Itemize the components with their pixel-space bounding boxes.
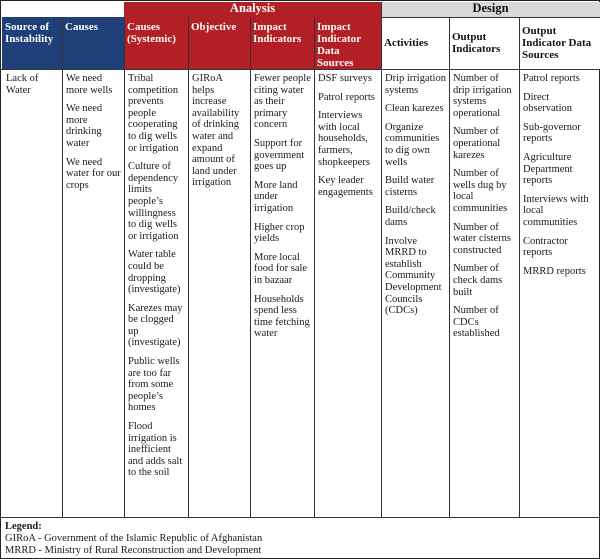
col-header-output-sources: Output Indicator Data Sources (519, 17, 600, 69)
cell-objective (189, 71, 250, 198)
cell-activities (382, 71, 449, 326)
cell-entry: Water table could be dropping (investigate) (128, 249, 181, 296)
cell-entry: Interviews with local communities (523, 193, 589, 228)
cell-entry: Number of water cisterns constructed (453, 221, 512, 256)
cell-entry: Lack of Water (6, 73, 39, 96)
cell-entry: Build/check dams (385, 205, 436, 228)
cell-entry: Key leader engagements (318, 175, 373, 198)
cell-entry: Agriculture Department reports (523, 151, 573, 187)
cell-entry: Clean karezes (385, 103, 444, 115)
cell-entry: Public wells are too far from some people’s homes (128, 356, 180, 414)
cell-entry: Culture of dependency limits people’s willingness to dig wells or irrigation (128, 161, 179, 242)
col-header-output-indicators: Output Indicators (449, 17, 519, 69)
cell-entry: Patrol reports (523, 73, 580, 84)
cell-entry: GIRoA helps increase availability of drinking water and expand amount of land under irrigation (192, 73, 240, 189)
cell-entry: Number of drip irrigation systems operational (453, 73, 512, 119)
col-header-source: Source of Instability (2, 17, 62, 69)
col-header-causes-systemic: Causes (Systemic) (124, 17, 188, 69)
cell-entry: Contractor reports (523, 235, 568, 259)
cell-entry: Tribal competition prevents people cooperating to dig wells or irrigation (128, 73, 179, 154)
cell-entry: Interviews with local households, farmers, shopkeepers (318, 110, 370, 168)
analysis-group-header: Analysis (124, 2, 381, 17)
cell-entry: We need water for our crops (66, 156, 121, 191)
col-header-impact-indicators: Impact Indicators (250, 17, 314, 69)
cell-entry: Number of check dams built (453, 263, 503, 298)
cell-entry: Households spend less time fetching water (254, 293, 310, 340)
cell-entry: We need more drinking water (66, 103, 103, 149)
cell-entry: Number of wells dug by local communities (453, 168, 508, 214)
legend-item-mrrd: MRRD - Ministry of Rural Reconstruction and Development (5, 545, 262, 556)
cell-entry: More local food for sale in bazaar (254, 251, 308, 286)
cell-entry: MRRD reports (523, 265, 586, 277)
cell-impact-sources (315, 71, 381, 207)
col-header-impact-sources: Impact Indicator Data Sources (314, 17, 381, 69)
cell-entry: DSF surveys (318, 73, 372, 84)
cell-entry: Flood irrigation is inefficient and adds salt to the soil (128, 421, 183, 479)
cell-causes (63, 71, 124, 200)
cell-entry: Higher crop yields (254, 221, 305, 245)
cell-causes-systemic (125, 71, 188, 488)
col-header-activities: Activities (381, 17, 449, 69)
cell-entry: Involve MRRD to establish Community Development Councils (CDCs) (385, 235, 442, 317)
cell-impact-indicators (251, 71, 314, 349)
col-header-causes: Causes (62, 17, 124, 69)
cell-entry: Build water cisterns (385, 175, 435, 198)
cell-entry: We need more wells (66, 73, 113, 96)
design-group-header: Design (381, 2, 600, 17)
cell-output-sources (520, 71, 600, 286)
cell-entry: Sub-governor reports (523, 121, 581, 145)
cell-entry: Organize communities to dig own wells (385, 121, 440, 168)
cell-source (3, 71, 62, 105)
cell-entry: Number of CDCs established (453, 305, 500, 340)
col-header-objective: Objective (188, 17, 250, 69)
legend-item-giroa: GIRoA - Government of the Islamic Republic of Afghanistan (5, 533, 263, 544)
cell-entry: Drip irrigation systems (385, 73, 446, 96)
legend-title: Legend: (5, 521, 42, 532)
cell-entry: Patrol reports (318, 91, 375, 103)
cell-entry: Direct observation (523, 91, 572, 115)
cell-entry: Number of operational karezes (453, 126, 501, 161)
legend (5, 521, 262, 557)
cell-entry: More land under irrigation (254, 179, 298, 214)
cell-output-indicators (450, 71, 519, 349)
cell-entry: Fewer people citing water as their primary concern (254, 73, 311, 131)
cell-entry: Support for government goes up (254, 137, 305, 173)
cell-entry: Karezes may be clogged up (investigate) (128, 302, 183, 349)
